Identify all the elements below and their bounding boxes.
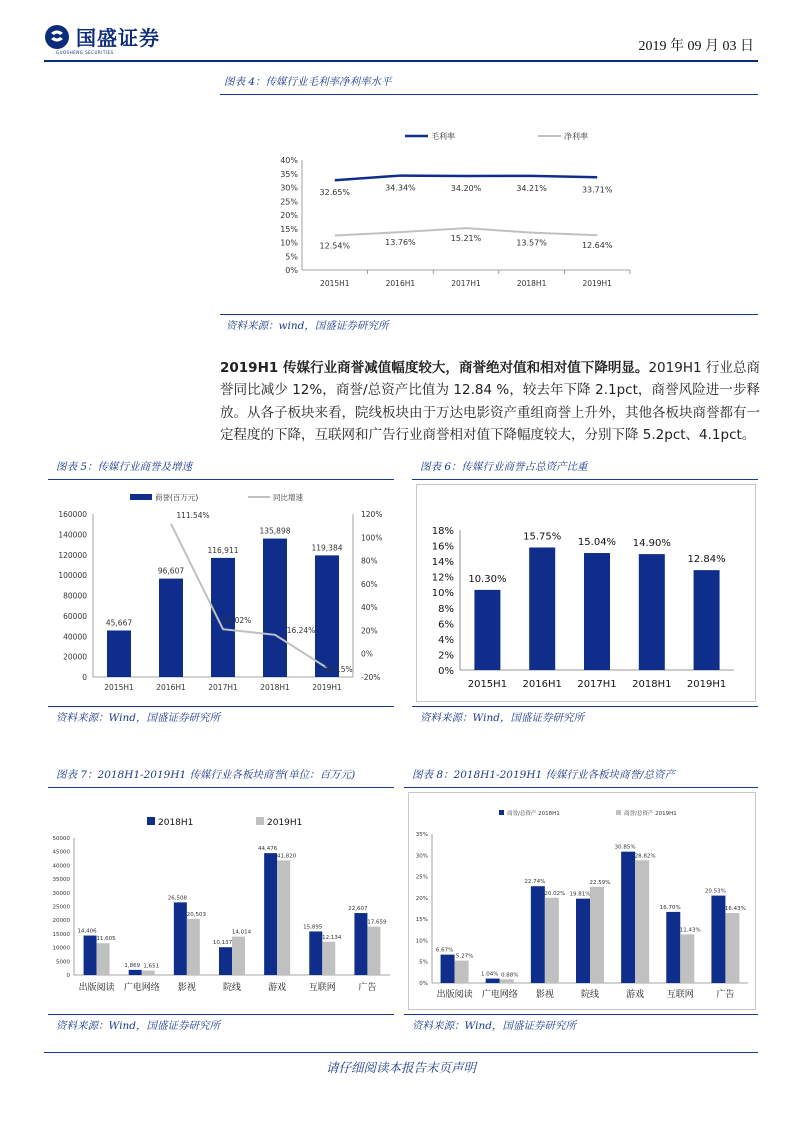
paragraph-lead: 2019H1 传媒行业商誉减值幅度较大，商誉绝对值和相对值下降明显。 bbox=[220, 360, 649, 376]
header-rule bbox=[44, 60, 758, 62]
bar-label: 11,605 bbox=[96, 936, 116, 943]
x-tick-label: 游戏 bbox=[268, 983, 287, 993]
x-tick-label: 出版阅读 bbox=[436, 990, 473, 1000]
bar-label: 1,651 bbox=[143, 963, 160, 970]
y-tick-label: 35% bbox=[415, 832, 428, 838]
x-tick-label: 影视 bbox=[535, 990, 554, 1000]
figure6-chart bbox=[416, 484, 756, 702]
figure7-top-rule bbox=[48, 787, 394, 788]
bar-2018 bbox=[84, 936, 97, 975]
line-label: 111.54% bbox=[176, 510, 210, 520]
data-label: 34.21% bbox=[516, 183, 547, 193]
y-tick-label: 15000 bbox=[52, 931, 70, 938]
y-tick-label: 25% bbox=[415, 874, 428, 881]
bar bbox=[529, 548, 555, 671]
y-tick-label: 40% bbox=[280, 156, 298, 165]
y-left-tick-label: 100000 bbox=[58, 571, 87, 581]
paragraph-text: 2019H1 行业总商誉同比减少 12%，商誉/总资产比值为 12.84 %，较去年下降 2.1pct，商誉风险进一步释放。从各子板块来看，院线板块由于万达电影资产重组商誉上升外，其他各板块商誉都有一定程度的下降，互联网和广告行业商誉相对值下降幅度较大，分别下降 5.2pct、4.1pct。 bbox=[220, 360, 760, 443]
x-tick-label: 互联网 bbox=[308, 983, 336, 993]
bar-label: 12,134 bbox=[322, 934, 342, 941]
x-tick-label: 2019H1 bbox=[312, 683, 342, 692]
bar-2018 bbox=[354, 913, 367, 975]
bar-label: 22.74% bbox=[524, 879, 546, 886]
bar-label: 16.70% bbox=[659, 904, 681, 911]
bar-2018 bbox=[576, 899, 590, 983]
company-name: 国盛证券 bbox=[76, 26, 160, 50]
footer-rule bbox=[44, 1052, 758, 1053]
bar-label: 10.30% bbox=[468, 573, 507, 585]
x-tick-label: 2015H1 bbox=[104, 683, 134, 692]
data-label: 13.76% bbox=[385, 238, 416, 248]
y-left-tick-label: 140000 bbox=[58, 530, 87, 540]
data-label: 15.21% bbox=[450, 234, 482, 244]
y-tick-label: 5% bbox=[285, 252, 298, 262]
y-tick-label: 30% bbox=[415, 853, 428, 860]
y-tick-label: 25000 bbox=[52, 904, 70, 911]
y-tick-label: 14% bbox=[431, 557, 454, 569]
figure5-bottom-rule bbox=[48, 706, 394, 707]
body-paragraph bbox=[220, 357, 760, 446]
x-tick-label: 2018H1 bbox=[260, 683, 290, 692]
bar-label: 1,869 bbox=[124, 962, 141, 969]
y-right-tick-label: 80% bbox=[361, 556, 378, 566]
y-right-tick-label: 120% bbox=[361, 510, 383, 519]
y-tick-label: 16% bbox=[431, 541, 454, 553]
bar-label: 45,667 bbox=[105, 618, 133, 628]
bar-2018 bbox=[174, 902, 187, 975]
bar-2019 bbox=[277, 860, 290, 975]
legend-swatch-2018 bbox=[499, 810, 504, 815]
bar-2018 bbox=[219, 947, 232, 975]
y-tick-label: 45000 bbox=[52, 849, 70, 856]
bar-label: 15,895 bbox=[303, 924, 323, 931]
y-tick-label: 25% bbox=[280, 197, 298, 207]
y-tick-label: 0% bbox=[438, 666, 454, 677]
figure6-caption: 图表 6：传媒行业商誉占总资产比重 bbox=[420, 461, 588, 473]
bar-label: 96,607 bbox=[157, 566, 185, 576]
figure4-chart bbox=[220, 96, 758, 310]
x-tick-label: 影视 bbox=[177, 983, 196, 993]
series-line-growth bbox=[171, 524, 327, 668]
company-logo bbox=[44, 22, 160, 51]
bar-2018 bbox=[666, 912, 680, 983]
y-left-tick-label: 120000 bbox=[58, 550, 87, 560]
x-tick-label: 2017H1 bbox=[451, 279, 481, 288]
bar-label: 19.81% bbox=[569, 891, 591, 898]
bar-label: 20.02% bbox=[544, 890, 566, 897]
bar-2019 bbox=[500, 979, 514, 983]
bar-2019 bbox=[590, 887, 604, 983]
y-tick-label: 8% bbox=[438, 603, 454, 615]
bar bbox=[474, 590, 500, 670]
bar-label: 12.84% bbox=[687, 554, 726, 566]
bar-label: 41,820 bbox=[277, 853, 297, 860]
bar-2019 bbox=[97, 943, 110, 975]
footer-disclaimer: 请仔细阅读本报告末页声明 bbox=[325, 1060, 476, 1075]
legend-label-2018: 2018H1 bbox=[158, 818, 194, 828]
y-tick-label: 20000 bbox=[52, 918, 70, 925]
figure7-chart bbox=[48, 792, 398, 1010]
x-tick-label: 互联网 bbox=[666, 990, 694, 1000]
y-tick-label: 10000 bbox=[52, 945, 70, 952]
y-tick-label: 4% bbox=[438, 634, 454, 646]
bar-label: 16.43% bbox=[724, 906, 746, 913]
bar-label: 17,659 bbox=[367, 919, 387, 926]
bar-2018 bbox=[621, 852, 635, 983]
x-tick-label: 游戏 bbox=[626, 990, 645, 1000]
series-line-gross bbox=[335, 176, 597, 181]
y-tick-label: 0% bbox=[285, 266, 298, 275]
figure4-source: 资料来源：wind，国盛证券研究所 bbox=[226, 320, 389, 332]
bar-2019 bbox=[142, 970, 155, 975]
x-tick-label: 院线 bbox=[222, 983, 242, 993]
bar bbox=[584, 553, 610, 670]
y-tick-label: 12% bbox=[431, 572, 454, 584]
y-left-tick-label: 80000 bbox=[63, 591, 87, 601]
legend-swatch-2018 bbox=[147, 817, 155, 825]
legend-label-goodwill: 商誉(百万元) bbox=[155, 493, 199, 502]
bar-label: 0.88% bbox=[500, 972, 519, 979]
data-label: 34.34% bbox=[385, 183, 416, 193]
y-tick-label: 10% bbox=[415, 938, 428, 945]
figure7-source: 资料来源：Wind，国盛证券研究所 bbox=[56, 1020, 220, 1032]
x-tick-label: 广告 bbox=[358, 983, 377, 993]
y-right-tick-label: 40% bbox=[361, 603, 378, 613]
y-right-tick-label: 100% bbox=[361, 533, 383, 543]
bar-label: 135,898 bbox=[259, 526, 291, 536]
x-tick-label: 院线 bbox=[580, 990, 600, 1000]
figure7-bottom-rule bbox=[48, 1014, 394, 1015]
y-tick-label: 0 bbox=[66, 973, 70, 979]
data-label: 34.20% bbox=[450, 183, 482, 193]
bar-label: 119,384 bbox=[311, 543, 343, 553]
x-tick-label: 2018H1 bbox=[632, 679, 672, 690]
x-tick-label: 2019H1 bbox=[686, 679, 727, 690]
bar-2019 bbox=[322, 942, 335, 975]
figure8-source: 资料来源：Wind，国盛证券研究所 bbox=[412, 1020, 576, 1032]
y-right-tick-label: 20% bbox=[361, 626, 378, 636]
bar-2018 bbox=[129, 970, 142, 975]
bar-2019 bbox=[367, 927, 380, 975]
logo-icon bbox=[44, 24, 70, 50]
legend-label-growth: 同比增速 bbox=[273, 493, 303, 502]
figure4-caption: 图表 4：传媒行业毛利率净利率水平 bbox=[224, 76, 392, 88]
company-sub: GUOSHENG SECURITIES bbox=[56, 50, 114, 55]
y-tick-label: 5000 bbox=[56, 959, 70, 966]
y-left-tick-label: 60000 bbox=[63, 611, 87, 621]
bar-2019 bbox=[187, 919, 200, 975]
line-label: 21.02% bbox=[222, 616, 252, 626]
bar-2018 bbox=[486, 979, 500, 983]
bar-label: 5.27% bbox=[455, 953, 474, 960]
bar-2018 bbox=[711, 896, 725, 983]
y-right-tick-label: 60% bbox=[361, 579, 378, 589]
bar bbox=[639, 554, 665, 670]
line-label: 16.24% bbox=[286, 625, 316, 635]
data-label: 32.65% bbox=[319, 188, 351, 198]
y-left-tick-label: 40000 bbox=[63, 632, 87, 642]
figure5-caption: 图表 5：传媒行业商誉及增速 bbox=[56, 461, 193, 473]
y-left-tick-label: 20000 bbox=[63, 652, 87, 662]
x-tick-label: 广电网络 bbox=[123, 983, 160, 993]
figure4-bottom-rule bbox=[220, 314, 758, 315]
bar-2019 bbox=[680, 934, 694, 983]
bar-2019 bbox=[545, 898, 559, 983]
y-left-tick-label: 160000 bbox=[58, 510, 87, 519]
y-tick-label: 30% bbox=[280, 183, 298, 193]
bar-label: 14,406 bbox=[77, 928, 97, 935]
y-tick-label: 5% bbox=[419, 959, 428, 966]
legend-label-2018: 商誉/总资产 2018H1 bbox=[507, 811, 560, 817]
y-tick-label: 2% bbox=[438, 650, 454, 662]
y-tick-label: 50000 bbox=[52, 836, 70, 842]
bar-2018 bbox=[531, 886, 545, 983]
figure5-source: 资料来源：Wind，国盛证券研究所 bbox=[56, 712, 220, 724]
y-tick-label: 10% bbox=[280, 238, 298, 248]
x-tick-label: 2018H1 bbox=[516, 279, 547, 288]
line-label: -12.15% bbox=[321, 664, 353, 674]
bar-label: 15.75% bbox=[523, 531, 562, 543]
bar-2018 bbox=[441, 955, 455, 983]
legend-label-2019: 2019H1 bbox=[267, 818, 303, 828]
x-tick-label: 出版阅读 bbox=[78, 983, 115, 993]
bar-goodwill bbox=[107, 630, 131, 677]
y-tick-label: 18% bbox=[431, 526, 454, 537]
bar-label: 10,137 bbox=[212, 940, 233, 947]
figure8-caption: 图表 8：2018H1-2019H1 传媒行业各板块商誉/总资产 bbox=[412, 769, 676, 781]
bar-goodwill bbox=[315, 555, 339, 677]
legend-label-gross: 毛利率 bbox=[431, 132, 455, 141]
bar-label: 14.90% bbox=[632, 538, 671, 550]
data-label: 12.64% bbox=[581, 241, 613, 251]
y-right-tick-label: -20% bbox=[361, 673, 381, 682]
bar-label: 20,503 bbox=[186, 911, 206, 918]
bar-label: 15.04% bbox=[577, 537, 617, 549]
y-left-tick-label: 0 bbox=[82, 673, 87, 682]
data-label: 12.54% bbox=[319, 241, 351, 251]
y-right-tick-label: 0% bbox=[361, 649, 373, 659]
bar-goodwill bbox=[263, 539, 287, 677]
x-tick-label: 2017H1 bbox=[577, 679, 617, 690]
bar-label: 11.43% bbox=[679, 927, 701, 934]
x-tick-label: 2016H1 bbox=[522, 679, 562, 690]
legend-label-net: 净利率 bbox=[564, 132, 588, 141]
data-label: 13.57% bbox=[516, 238, 547, 248]
x-tick-label: 2015H1 bbox=[467, 679, 508, 690]
x-tick-label: 广电网络 bbox=[481, 990, 518, 1000]
figure6-bottom-rule bbox=[412, 706, 758, 707]
y-tick-label: 15% bbox=[415, 917, 428, 924]
bar-2018 bbox=[264, 853, 277, 975]
y-tick-label: 15% bbox=[280, 224, 298, 234]
y-tick-label: 20% bbox=[415, 895, 428, 902]
bar-label: 26,508 bbox=[167, 895, 187, 902]
y-tick-label: 6% bbox=[438, 619, 454, 631]
bar-2019 bbox=[232, 937, 245, 975]
bar-label: 6.67% bbox=[435, 947, 454, 954]
legend-swatch-goodwill bbox=[130, 494, 152, 500]
bar-label: 20.53% bbox=[704, 888, 726, 895]
data-label: 33.71% bbox=[581, 185, 613, 195]
y-tick-label: 35000 bbox=[52, 877, 70, 884]
bar-label: 22.59% bbox=[589, 879, 611, 886]
bar-label: 44,476 bbox=[258, 846, 278, 853]
figure6-top-rule bbox=[412, 479, 758, 480]
y-tick-label: 30000 bbox=[52, 890, 70, 897]
bar-label: 14,014 bbox=[231, 929, 252, 936]
x-tick-label: 2019H1 bbox=[582, 279, 612, 288]
y-tick-label: 40000 bbox=[52, 863, 70, 870]
x-tick-label: 2016H1 bbox=[385, 279, 416, 288]
figure8-bottom-rule bbox=[404, 1014, 758, 1015]
figure5-top-rule bbox=[48, 479, 394, 480]
bar-label: 116,911 bbox=[207, 545, 239, 555]
legend-swatch-2019 bbox=[616, 810, 621, 815]
y-tick-label: 10% bbox=[431, 588, 454, 600]
bar-label: 30.85% bbox=[614, 844, 636, 851]
bar-label: 28.82% bbox=[634, 853, 656, 860]
bar-2019 bbox=[455, 961, 469, 983]
legend-swatch-2019 bbox=[256, 817, 264, 825]
figure7-caption: 图表 7：2018H1-2019H1 传媒行业各板块商誉(单位：百万元) bbox=[56, 769, 356, 781]
x-tick-label: 2016H1 bbox=[156, 683, 186, 692]
bar-goodwill bbox=[159, 579, 183, 677]
x-tick-label: 2017H1 bbox=[208, 683, 238, 692]
y-tick-label: 20% bbox=[280, 211, 298, 220]
bar-label: 1.04% bbox=[480, 971, 499, 978]
legend-label-2019: 商誉/总资产 2019H1 bbox=[624, 811, 677, 817]
figure8-top-rule bbox=[404, 787, 758, 788]
bar-label: 22,607 bbox=[348, 906, 368, 913]
figure6-source: 资料来源：Wind，国盛证券研究所 bbox=[420, 712, 584, 724]
y-tick-label: 35% bbox=[280, 169, 298, 179]
bar-2018 bbox=[309, 931, 322, 975]
figure4-top-rule bbox=[220, 94, 758, 95]
bar-2019 bbox=[635, 860, 649, 983]
bar-2019 bbox=[725, 913, 739, 983]
x-tick-label: 广告 bbox=[716, 990, 735, 1000]
report-date: 2019 年 09 月 03 日 bbox=[638, 39, 754, 54]
y-tick-label: 0% bbox=[419, 981, 428, 987]
figure5-chart bbox=[48, 484, 398, 702]
bar bbox=[694, 570, 720, 670]
figure8-chart bbox=[408, 792, 756, 1010]
x-tick-label: 2015H1 bbox=[320, 279, 350, 288]
